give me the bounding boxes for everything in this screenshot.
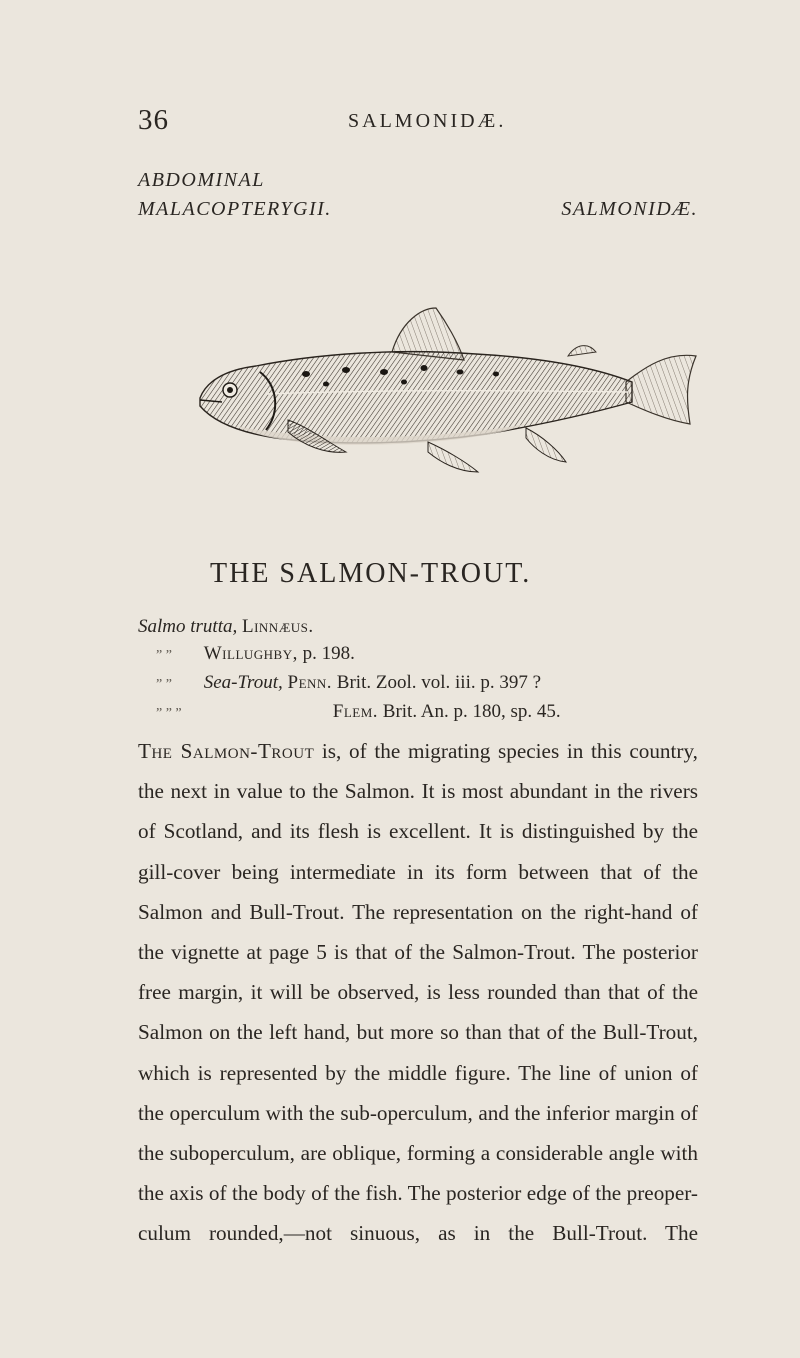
synonymy-main [138, 613, 698, 640]
synonymy-reference: p. 198. [302, 643, 355, 664]
anal-fin [526, 428, 566, 462]
paragraph-text: is, of the migrating species in this country, the next in value to the Salmon. It is most abundant in the rivers of Scotland, and its flesh is excellent. It is distinguished by the gill-cover being intermediate in its form between that of the Salmon and Bull-Trout. The representation on the right-hand of the vignette at page 5 is that of the Salmon-Trout. The posterior free margin, it will be observed, is less rounded than that of the Salmon on the left hand, but more so than that of the Bull-Trout, which is represented by the middle figure. The line of union of the operculum with the sub-operculum, and the inferior margin of the suboperculum, are oblique, forming a considerable angle with the axis of the body of the fish. The posterior edge of the preoper-culum rounded,—not sinuous, as in the Bull-Trout. The [138, 739, 698, 1246]
page-number: 36 [138, 104, 169, 136]
running-title: SALMONIDÆ. [348, 110, 507, 132]
order-label [138, 166, 332, 224]
order-label-line1: ABDOMINAL [138, 169, 265, 191]
binomial-name: Salmo trutta, [138, 616, 238, 637]
adipose-fin [568, 346, 596, 356]
synonymy-author: Willughby, [203, 643, 298, 664]
synonymy-entry [138, 698, 698, 727]
synonymy-reference: Brit. Zool. vol. iii. p. 397 ? [336, 672, 542, 693]
running-head [138, 104, 698, 140]
order-label-line2: MALACOPTERYGII. [138, 198, 332, 220]
salmon-trout-engraving [196, 302, 700, 478]
synonymy-entry [138, 669, 698, 698]
synonymy-author: Flem. [332, 701, 379, 722]
common-name: Sea-Trout, [203, 672, 283, 693]
family-label: SALMONIDÆ. [561, 198, 698, 220]
body-paragraph [138, 731, 698, 1254]
caudal-fin [626, 355, 696, 424]
synonymy-list [138, 613, 698, 727]
ditto-marks: ” ” ” [156, 706, 182, 721]
ditto-marks: ” ” [156, 677, 172, 692]
figure-title: THE SALMON-TROUT. [210, 558, 532, 589]
paragraph-lead: The Salmon-Trout [138, 739, 315, 763]
synonymy-reference: Brit. An. p. 180, sp. 45. [382, 701, 561, 722]
fish-body [200, 352, 632, 443]
synonymy-entry [138, 640, 698, 669]
ditto-marks: ” ” [156, 648, 172, 663]
synonymy-author: Penn. [287, 672, 333, 693]
pelvic-fin [428, 442, 478, 472]
synonymy-author: Linnæus. [241, 616, 314, 637]
